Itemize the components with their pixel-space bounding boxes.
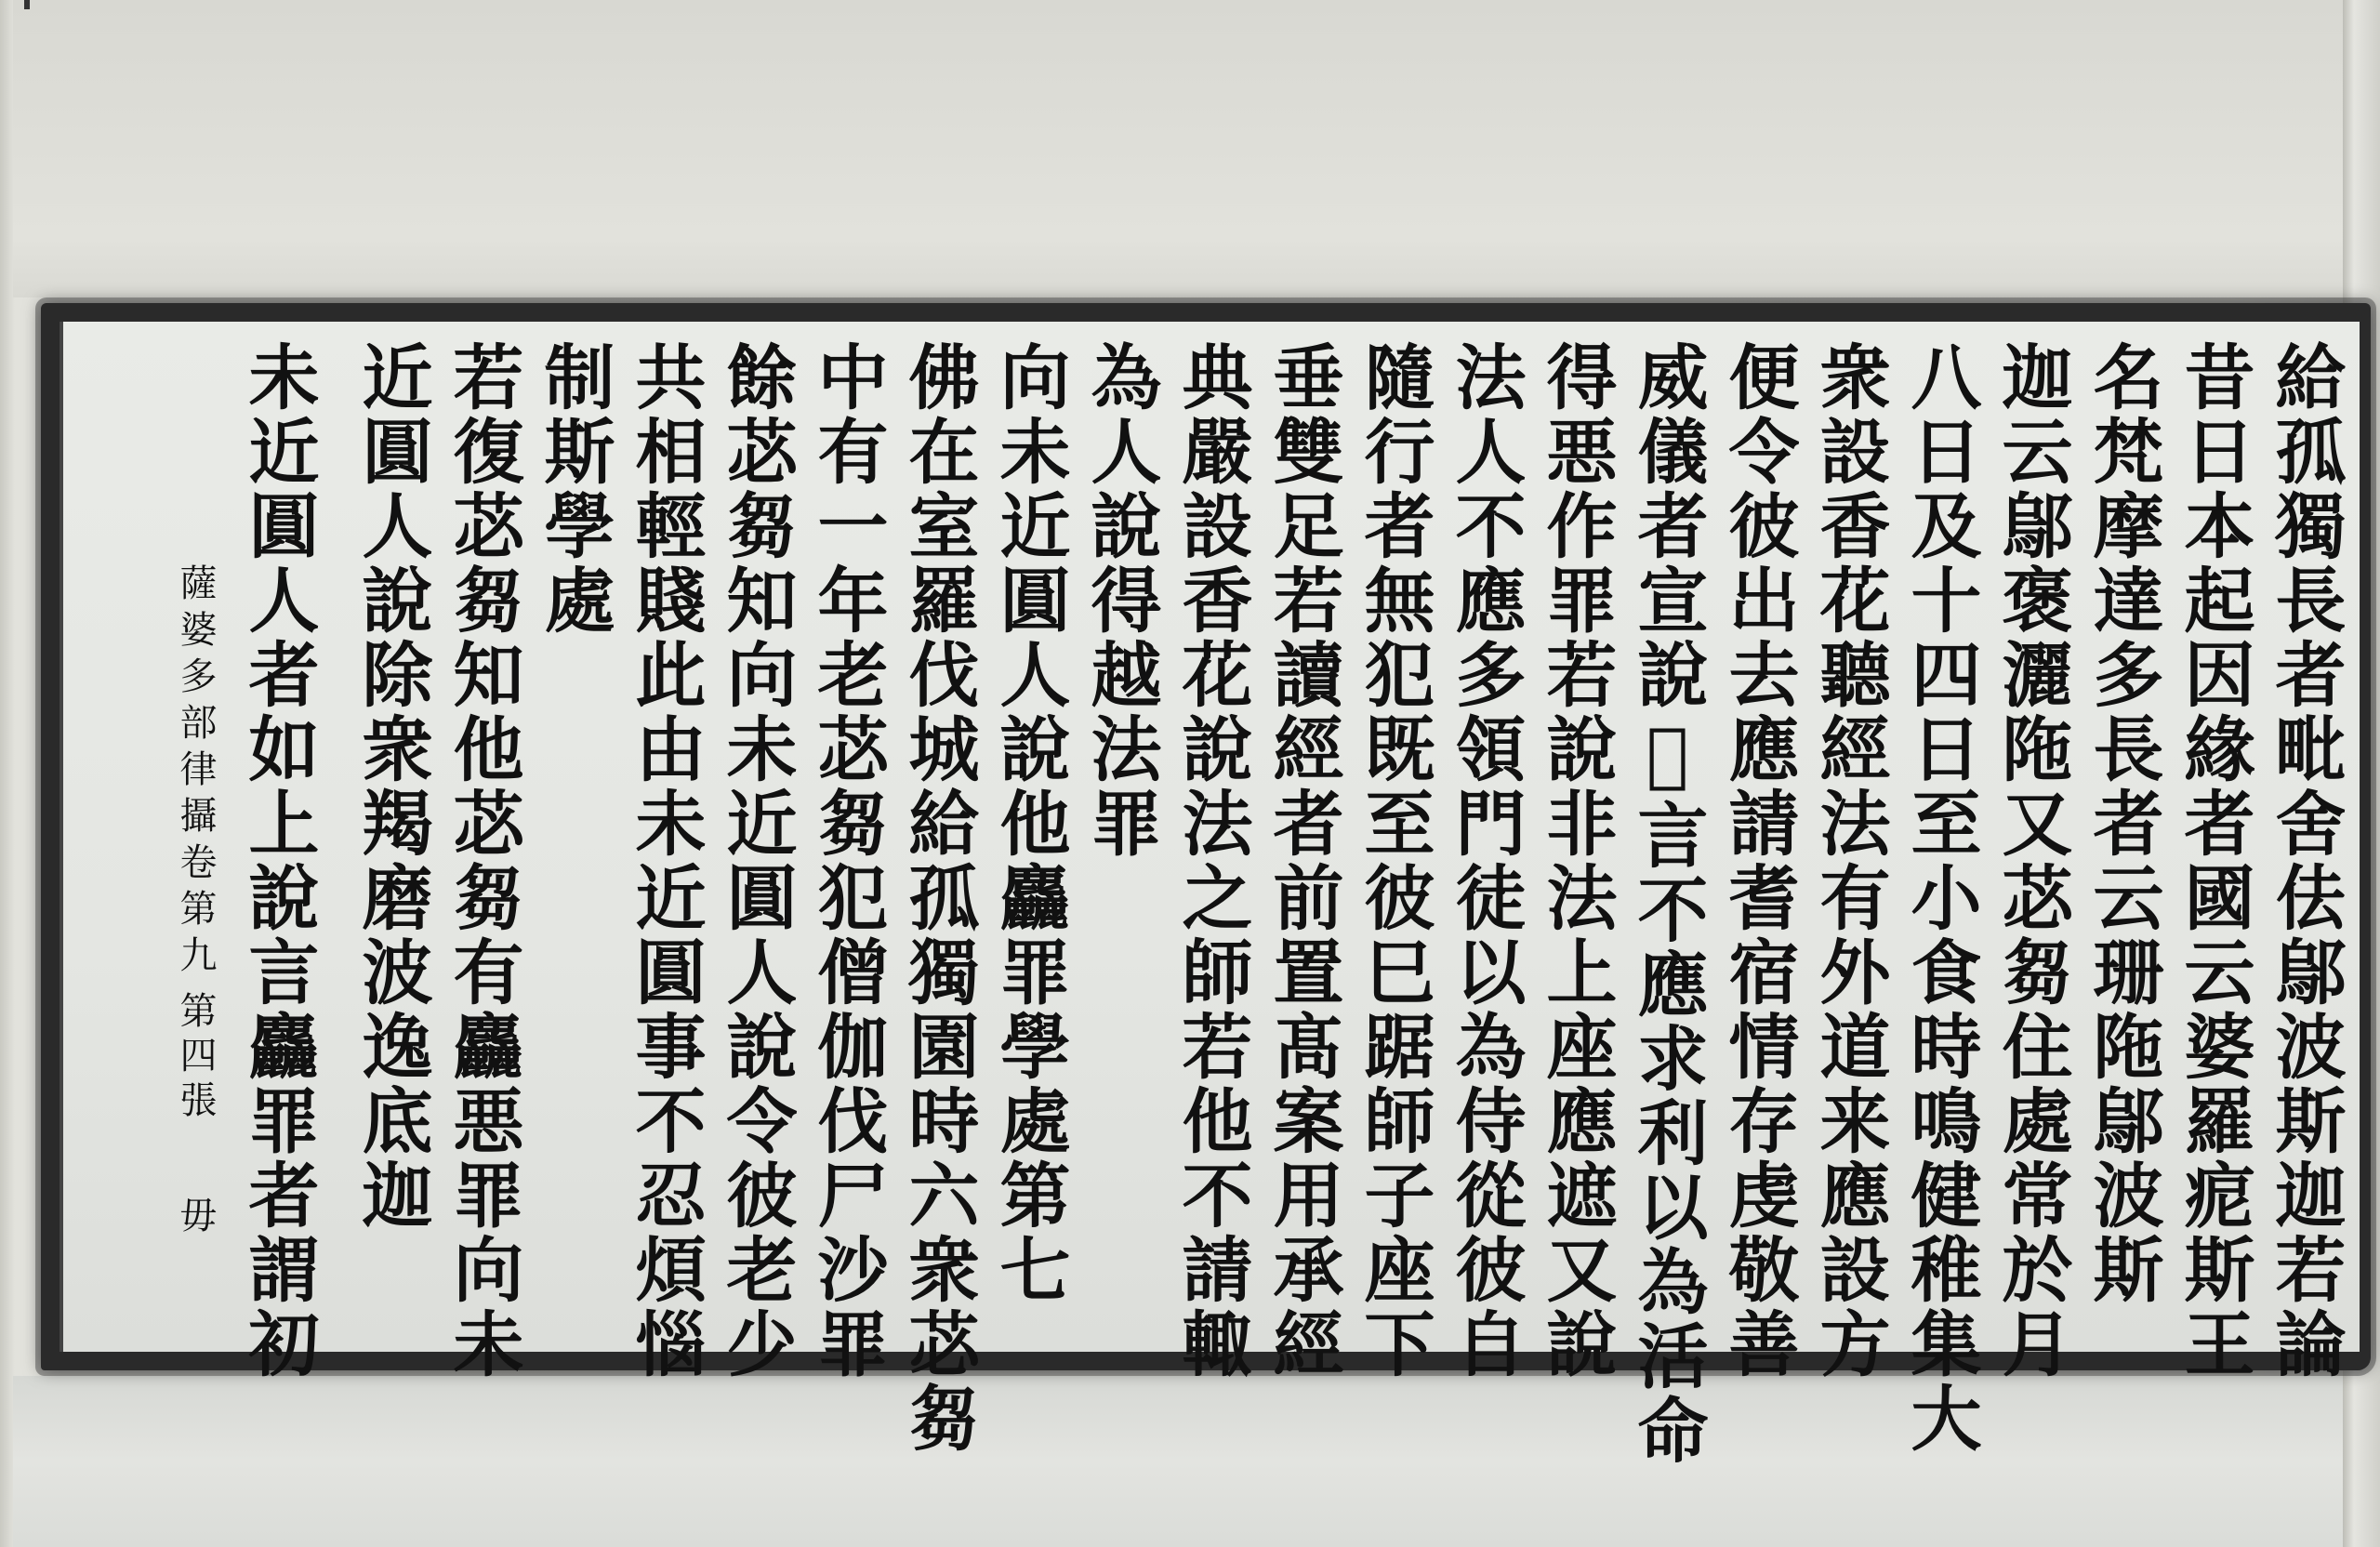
text-column-17: 中有一年老苾芻犯僧伽伐尸沙罪 bbox=[806, 340, 889, 1382]
text-column-20: 制斯學處 bbox=[533, 340, 615, 638]
text-column-23: 未近圓人者如上說言麤罪者謂初 bbox=[237, 340, 320, 1382]
text-column-19: 共相輕賤此由未近圓事不忍煩惱 bbox=[624, 340, 707, 1382]
text-column-13: 典嚴設香花說法之師若他不請輙 bbox=[1170, 340, 1253, 1382]
text-column-22: 近圓人說除衆羯磨波逸底迦 bbox=[350, 340, 433, 1233]
text-column-2: 昔日本起因緣者國云婆羅痆斯王 bbox=[2173, 340, 2255, 1382]
plate-mark: 毋 bbox=[174, 1196, 217, 1236]
text-column-3: 名梵摩達多長者云珊陁鄔波斯 bbox=[2082, 340, 2164, 1307]
text-column-11: 隨行者無犯既至彼巳踞師子座下 bbox=[1353, 340, 1435, 1382]
text-column-8: 威儀者宣說𦂺言不應求利以為活命 bbox=[1626, 340, 1709, 1468]
text-column-4: 迦云鄔褒灑陁又苾芻住處常於月 bbox=[1990, 340, 2073, 1382]
margin-title: 薩婆多部律攝卷第九 bbox=[174, 563, 217, 982]
text-column-9: 得悪作罪若說非法上座應遮又說 bbox=[1535, 340, 1618, 1382]
text-column-18: 餘苾芻知向未近圓人說令彼老少 bbox=[715, 340, 798, 1382]
plate-number: 第四張 bbox=[174, 991, 217, 1125]
text-column-16: 佛在室羅伐城給孤獨園時六衆苾芻 bbox=[897, 340, 980, 1456]
text-column-7: 便令彼出去應請耆宿情存虔敬善 bbox=[1717, 340, 1800, 1382]
text-column-14: 為人說得越法罪 bbox=[1079, 340, 1162, 861]
text-column-5: 八日及十四日至小食時鳴健稚集大 bbox=[1899, 340, 1982, 1456]
text-column-21: 若復苾芻知他苾芻有麤悪罪向未 bbox=[442, 340, 524, 1382]
text-column-10: 法人不應多領門徒以為侍從彼自 bbox=[1444, 340, 1527, 1382]
lower-blank-sheet bbox=[13, 1376, 2356, 1547]
stray-ink-mark bbox=[24, 0, 30, 9]
text-column-12: 垂雙足若讀經者前置髙案用承經 bbox=[1262, 340, 1344, 1382]
upper-blank-sheet bbox=[13, 0, 2356, 298]
text-column-1: 給孤獨長者毗舍佉鄔波斯迦若論 bbox=[2264, 340, 2347, 1382]
vertical-text-block bbox=[60, 322, 2356, 1468]
section-heading: 向未近圓人說他麤罪學處第七 bbox=[988, 340, 1071, 1307]
text-column-6: 衆設香花聽經法有外道来應設方 bbox=[1808, 340, 1891, 1382]
